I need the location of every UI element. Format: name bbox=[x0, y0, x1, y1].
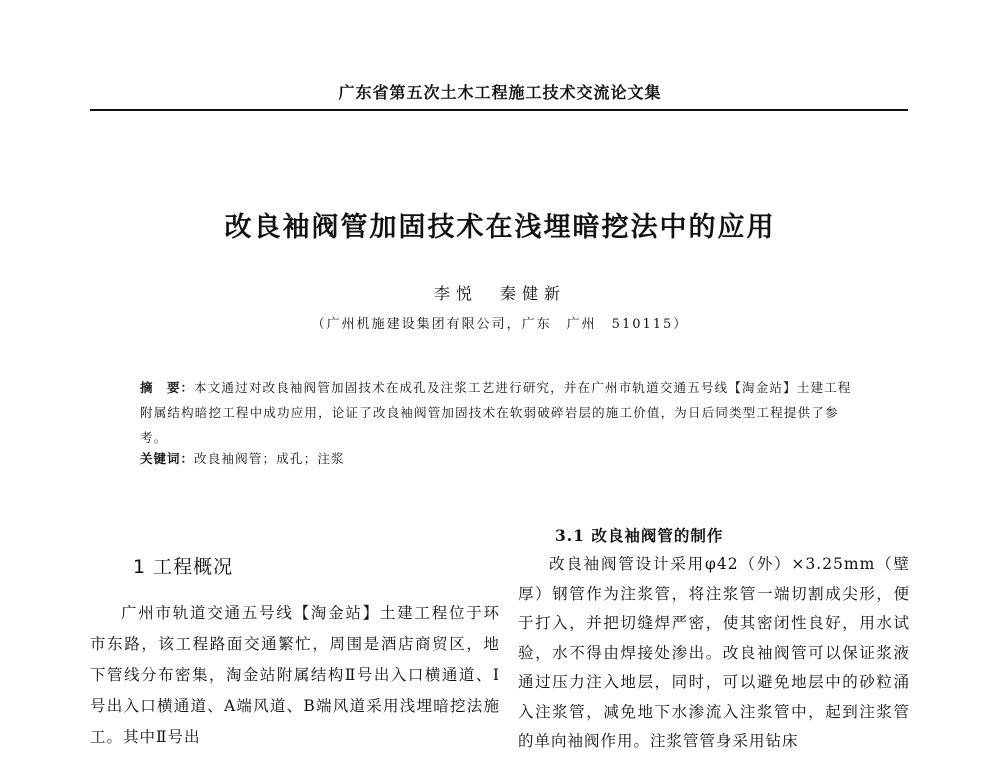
keywords bbox=[140, 446, 865, 471]
paper-title: 改良袖阀管加固技术在浅埋暗挖法中的应用 bbox=[224, 212, 776, 243]
subsection-fabrication-paragraph: 改良袖阀管设计采用φ42（外）×3.25mm（壁厚）钢管作为注浆管，将注浆管一端切割成尖形，便于打入，并把切缝焊严密，使其密闭性良好，用水试验，水不得由焊接处渗出。改良袖阀管可以保证浆液通过压力注入地层，同时，可以避免地层中的砂粒涌入注浆管，减免地下水渗流入注浆管中，起到注浆管的单向袖阀作用。注浆管管身采用钻床 bbox=[518, 555, 910, 750]
authors: 李悦 秦健新 bbox=[433, 284, 566, 303]
section-overview-paragraph: 广州市轨道交通五号线【淘金站】土建工程位于环市东路，该工程路面交通繁忙，周围是酒店商贸区，地下管线分布密集，淘金站附属结构Ⅱ号出入口横通道、Ⅰ号出入口横通道、A端风道、B端风道采用浅埋暗挖法施工。其中Ⅱ号出 bbox=[90, 604, 500, 746]
running-header: 广东省第五次土木工程施工技术交流论文集 bbox=[338, 83, 662, 102]
abstract-text: 本文通过对改良袖阀管加固技术在成孔及注浆工艺进行研究，并在广州市轨道交通五号线【淘金站】土建工程附属结构暗挖工程中成功应用，论证了改良袖阀管加固技术在软弱破碎岩层的施工价值，为日后同类型工程提供了参考。 bbox=[140, 380, 852, 445]
header-rule bbox=[90, 109, 908, 111]
affiliation: （广州机施建设集团有限公司，广东 广州 510115） bbox=[311, 317, 689, 332]
section-heading-overview: 1 工程概况 bbox=[133, 556, 234, 578]
abstract bbox=[140, 375, 865, 450]
abstract-label: 摘 要： bbox=[140, 380, 195, 395]
keywords-label: 关键词： bbox=[140, 451, 195, 466]
keywords-text: 改良袖阀管；成孔；注浆 bbox=[194, 451, 345, 466]
subsection-heading-fabrication: 3.1 改良袖阀管的制作 bbox=[555, 526, 724, 545]
